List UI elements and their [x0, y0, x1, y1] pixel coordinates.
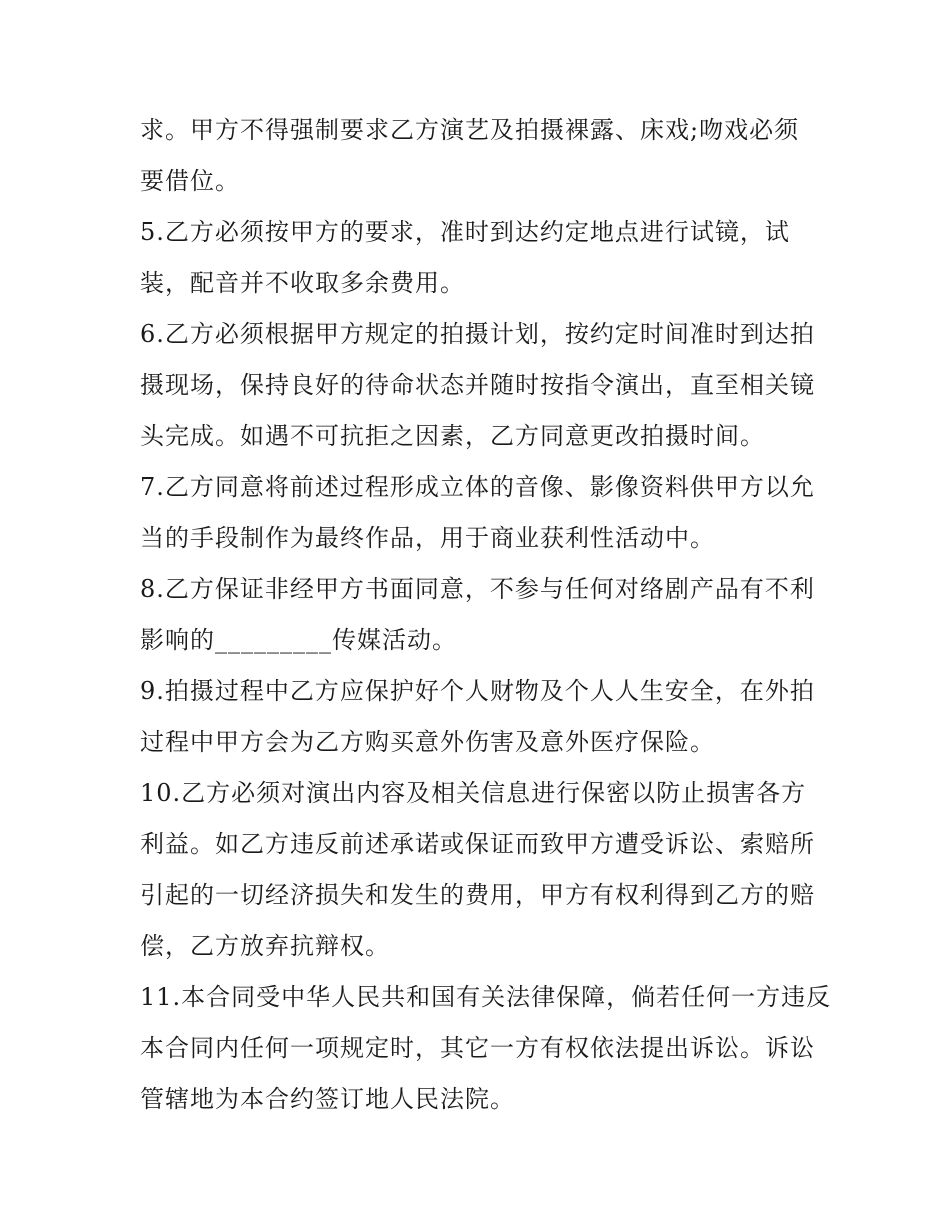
text-line: 偿，乙方放弃抗辩权。 [140, 932, 390, 960]
contract-clauses [140, 105, 832, 1125]
clause-10: 10.乙方必须对演出内容及相关信息进行保密以防止损害各方 [140, 779, 807, 807]
text-line: 本合同内任何一项规定时，其它一方有权依法提出诉讼。诉讼 [140, 1034, 815, 1062]
text-line: 头完成。如遇不可抗拒之因素，乙方同意更改拍摄时间。 [140, 422, 765, 450]
clause-11: 11.本合同受中华人民共和国有关法律保障，倘若任何一方违反 [140, 983, 832, 1011]
clause-8: 8.乙方保证非经甲方书面同意，不参与任何对络剧产品有不利 [140, 575, 815, 603]
text-line: 要借位。 [140, 167, 240, 195]
text-line: 过程中甲方会为乙方购买意外伤害及意外医疗保险。 [140, 728, 715, 756]
text-line: 引起的一切经济损失和发生的费用，甲方有权利得到乙方的赔 [140, 881, 815, 909]
text-line: 影响的_________传媒活动。 [140, 626, 457, 654]
text-line: 摄现场，保持良好的待命状态并随时按指令演出，直至相关镜 [140, 371, 815, 399]
text-line: 利益。如乙方违反前述承诺或保证而致甲方遭受诉讼、索赔所 [140, 830, 815, 858]
clause-6: 6.乙方必须根据甲方规定的拍摄计划，按约定时间准时到达拍 [140, 320, 815, 348]
clause-9: 9.拍摄过程中乙方应保护好个人财物及个人人生安全，在外拍 [140, 677, 815, 705]
text-line: 当的手段制作为最终作品，用于商业获利性活动中。 [140, 524, 715, 552]
clause-5: 5.乙方必须按甲方的要求，准时到达约定地点进行试镜，试 [140, 218, 790, 246]
text-line: 管辖地为本合约签订地人民法院。 [140, 1085, 515, 1113]
clause-7: 7.乙方同意将前述过程形成立体的音像、影像资料供甲方以允 [140, 473, 815, 501]
text-line: 装，配音并不收取多余费用。 [140, 269, 465, 297]
text-line: 求。甲方不得强制要求乙方演艺及拍摄裸露、床戏;吻戏必须 [140, 116, 800, 144]
